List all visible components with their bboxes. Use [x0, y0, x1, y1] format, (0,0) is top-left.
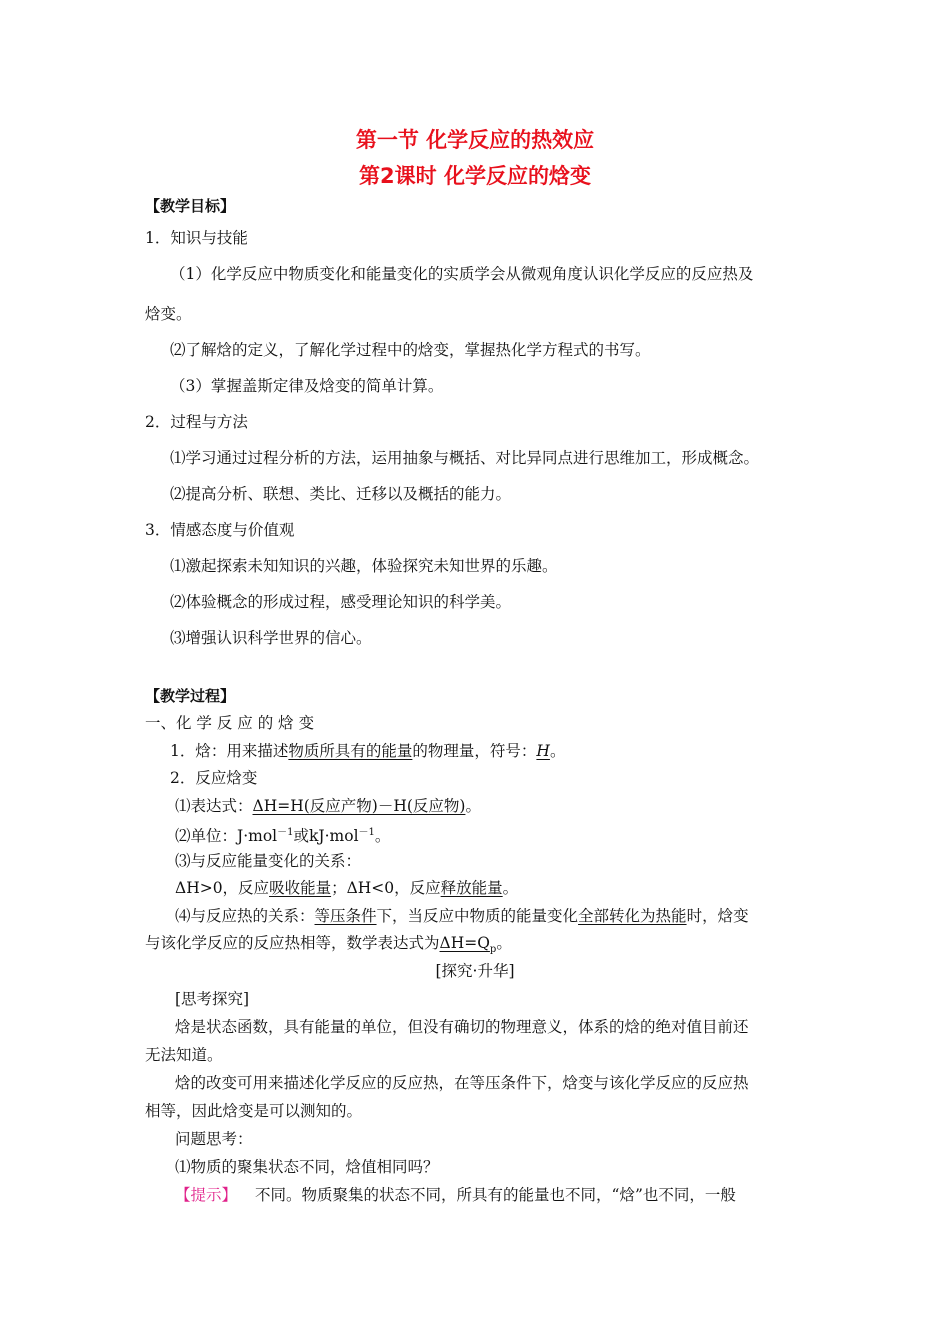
heat-relation-line1 — [175, 906, 749, 926]
subscript: p — [489, 944, 497, 956]
underlined-answer: H — [536, 742, 550, 760]
underlined-answer: 物质所具有的能量 — [288, 742, 413, 760]
question-heading: 问题思考： — [175, 1130, 253, 1148]
think-heading: [思考探究] — [175, 990, 250, 1008]
underlined-answer: 吸收能量 — [269, 879, 332, 897]
objective-1-3: （3）掌握盖斯定律及焓变的简单计算。 — [170, 377, 444, 395]
text-segment: 。 — [502, 879, 519, 897]
hint-label: 【提示】 — [175, 1186, 238, 1204]
underlined-answer: 释放能量 — [440, 879, 503, 897]
text-segment: 。 — [496, 934, 512, 952]
chapter-title: 第一节 化学反应的热效应 — [355, 128, 595, 152]
objective-section-3: 3．情感态度与价值观 — [145, 521, 295, 539]
superscript: －1 — [277, 827, 294, 838]
underlined-answer: ΔH=H(反应产物)－H(反应物) — [252, 797, 466, 815]
text-segment: 或kJ·mol — [293, 827, 359, 846]
paragraph-1-line2: 无法知道。 — [145, 1046, 223, 1064]
text-segment: ；ΔH<0，反应 — [331, 879, 441, 897]
expression-line — [175, 796, 481, 816]
text-segment: 。 — [374, 827, 391, 846]
lesson-title: 第2课时 化学反应的焓变 — [359, 164, 591, 188]
energy-relation-heading: ⑶与反应能量变化的关系： — [175, 852, 362, 870]
objective-section-2: 2．过程与方法 — [145, 413, 248, 431]
text-segment: ⑷与反应热的关系： — [175, 907, 315, 925]
unit-line — [175, 823, 390, 846]
text-segment: 下，当反应中物质的能量变化 — [376, 907, 579, 925]
paragraph-1-line1: 焓是状态函数，具有能量的单位，但没有确切的物理意义，体系的焓的绝对值目前还 — [175, 1018, 749, 1036]
hint-line — [175, 1185, 736, 1205]
paragraph-2-line1: 焓的改变可用来描述化学反应的反应热，在等压条件下，焓变与该化学反应的反应热 — [175, 1074, 749, 1092]
enthalpy-definition — [170, 741, 565, 761]
paragraph-2-line2: 相等，因此焓变是可以测知的。 — [145, 1102, 363, 1120]
objective-3-1: ⑴激起探索未知知识的兴趣，体验探究未知世界的乐趣。 — [170, 557, 558, 575]
superscript: －1 — [358, 827, 375, 838]
text-segment: 时，焓变 — [686, 907, 749, 925]
underlined-answer: 等压条件 — [314, 907, 377, 925]
underlined-answer: 全部转化为热能 — [578, 907, 687, 925]
objective-section-1: 1．知识与技能 — [145, 229, 248, 247]
text-segment: ⑵单位：J·mol — [175, 827, 278, 846]
text-segment: 与该化学反应的反应热相等，数学表达式为 — [145, 934, 440, 952]
text-segment: 。 — [465, 797, 481, 815]
objective-2-1: ⑴学习通过过程分析的方法，运用抽象与概括、对比异同点进行思维加工，形成概念。 — [170, 449, 760, 467]
objective-3-3: ⑶增强认识科学世界的信心。 — [170, 629, 372, 647]
section-heading-enthalpy-change: 一、化 学 反 应 的 焓 变 — [145, 714, 315, 732]
underlined-answer — [439, 934, 497, 956]
text-segment: 的物理量，符号： — [412, 742, 537, 760]
text-segment: 。 — [549, 742, 566, 760]
objective-2-2: ⑵提高分析、联想、类比、迁移以及概括的能力。 — [170, 485, 512, 503]
objective-1-2: ⑵了解焓的定义，了解化学过程中的焓变，掌握热化学方程式的书写。 — [170, 341, 651, 359]
objective-1-1-line2: 焓变。 — [145, 305, 192, 323]
text-segment: 1．焓：用来描述 — [170, 742, 289, 760]
objective-1-1-line1: （1）化学反应中物质变化和能量变化的实质学会从微观角度认识化学反应的反应热及 — [170, 265, 754, 283]
hint-text: 不同。物质聚集的状态不同，所具有的能量也不同，“焓”也不同，一般 — [255, 1186, 736, 1204]
objectives-heading: 【教学目标】 — [145, 197, 236, 215]
process-heading: 【教学过程】 — [145, 687, 236, 705]
text-segment: ⑴表达式： — [175, 797, 253, 815]
reaction-enthalpy-change-heading: 2．反应焓变 — [170, 769, 258, 787]
energy-relation-line — [175, 878, 518, 898]
heat-relation-line2 — [145, 933, 512, 960]
explore-heading: [探究·升华] — [435, 962, 515, 980]
objective-3-2: ⑵体验概念的形成过程，感受理论知识的科学美。 — [170, 593, 512, 611]
text-segment: ΔH>0，反应 — [175, 879, 270, 897]
question-1: ⑴物质的聚集状态不同，焓值相同吗？ — [175, 1158, 439, 1176]
formula-text: ΔH=Q — [439, 934, 490, 952]
